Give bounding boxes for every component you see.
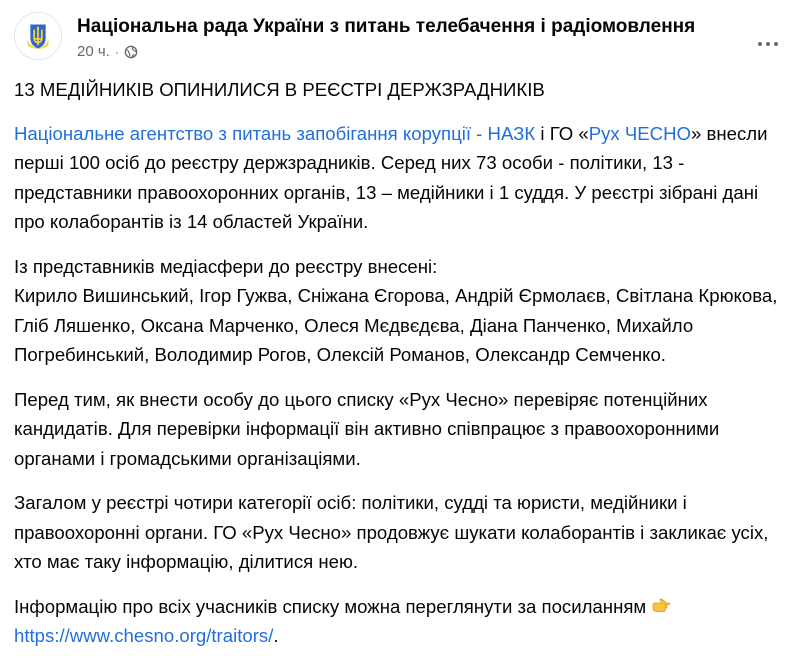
more-dot bbox=[758, 42, 762, 46]
paragraph-4: Загалом у реєстрі чотири категорії осіб: політики, судді та юристи, медійники і правоохоронні органи. ГО «Рух Чесно» продовжує шукати колаборантів і закликає усіх, хто має таку інформацію, ділитися нею. bbox=[14, 492, 769, 572]
paragraph-1-text-a: і ГО « bbox=[535, 122, 589, 144]
page-name[interactable]: Національна рада України з питань телебачення і радіомовлення bbox=[77, 16, 696, 37]
globe-icon[interactable] bbox=[124, 45, 138, 59]
paragraph-1-text-b: » внесли перші 100 осіб до реєстру держзрадників. Серед них 73 особи - політики, 13 - представники правоохоронних органів, 13 – медійники і 1 суддя. У реєстрі зібрані дані про колаборантів із 14 областей України. bbox=[14, 122, 768, 232]
chesno-link[interactable]: Рух ЧЕСНО bbox=[588, 122, 691, 144]
more-options-button[interactable] bbox=[750, 26, 786, 62]
meta-separator: · bbox=[114, 44, 119, 59]
post-body bbox=[14, 75, 786, 666]
paragraph-2-names: Кирило Вишинський, Ігор Гужва, Сніжана Єгорова, Андрій Єрмолаєв, Світлана Крюкова, Гліб Ляшенко, Оксана Марченко, Олеся Мєдвєдєва, Діана Панченко, Михайло Погребинський, Володимир Рогов, Олексій Романов, Олександр Семченко. bbox=[14, 285, 778, 365]
page-avatar[interactable] bbox=[14, 12, 62, 60]
more-dot bbox=[766, 42, 770, 46]
post-headline: 13 МЕДІЙНИКІВ ОПИНИЛИСЯ В РЕЄСТРІ ДЕРЖЗРАДНИКІВ bbox=[14, 79, 545, 100]
paragraph-5 bbox=[14, 592, 786, 651]
paragraph-3: Перед тим, як внести особу до цього списку «Рух Чесно» перевіряє потенційних кандидатів. Для перевірки інформації він активно співпрацює з правоохоронними органами і громадськими організаціями. bbox=[14, 388, 720, 469]
post-meta bbox=[77, 43, 138, 60]
paragraph-5-end: . bbox=[273, 625, 279, 646]
more-dot bbox=[774, 42, 778, 46]
paragraph-5-text: Інформацію про всіх учасників списку можна переглянути за посиланням bbox=[14, 595, 652, 617]
paragraph-2-intro: Із представників медіасфери до реєстру внесені: bbox=[14, 255, 438, 277]
ukraine-coat-of-arms-icon bbox=[15, 13, 61, 59]
traitors-url-link[interactable]: https://www.chesno.org/traitors/ bbox=[14, 625, 274, 646]
paragraph-2 bbox=[14, 252, 786, 370]
paragraph-1 bbox=[14, 119, 786, 237]
pointing-right-hand-icon bbox=[651, 596, 671, 616]
nazk-link[interactable]: Національне агентство з питань запобігання корупції - НАЗК bbox=[14, 122, 536, 144]
post-time[interactable]: 20 ч. bbox=[77, 43, 110, 60]
post-header bbox=[14, 8, 786, 68]
